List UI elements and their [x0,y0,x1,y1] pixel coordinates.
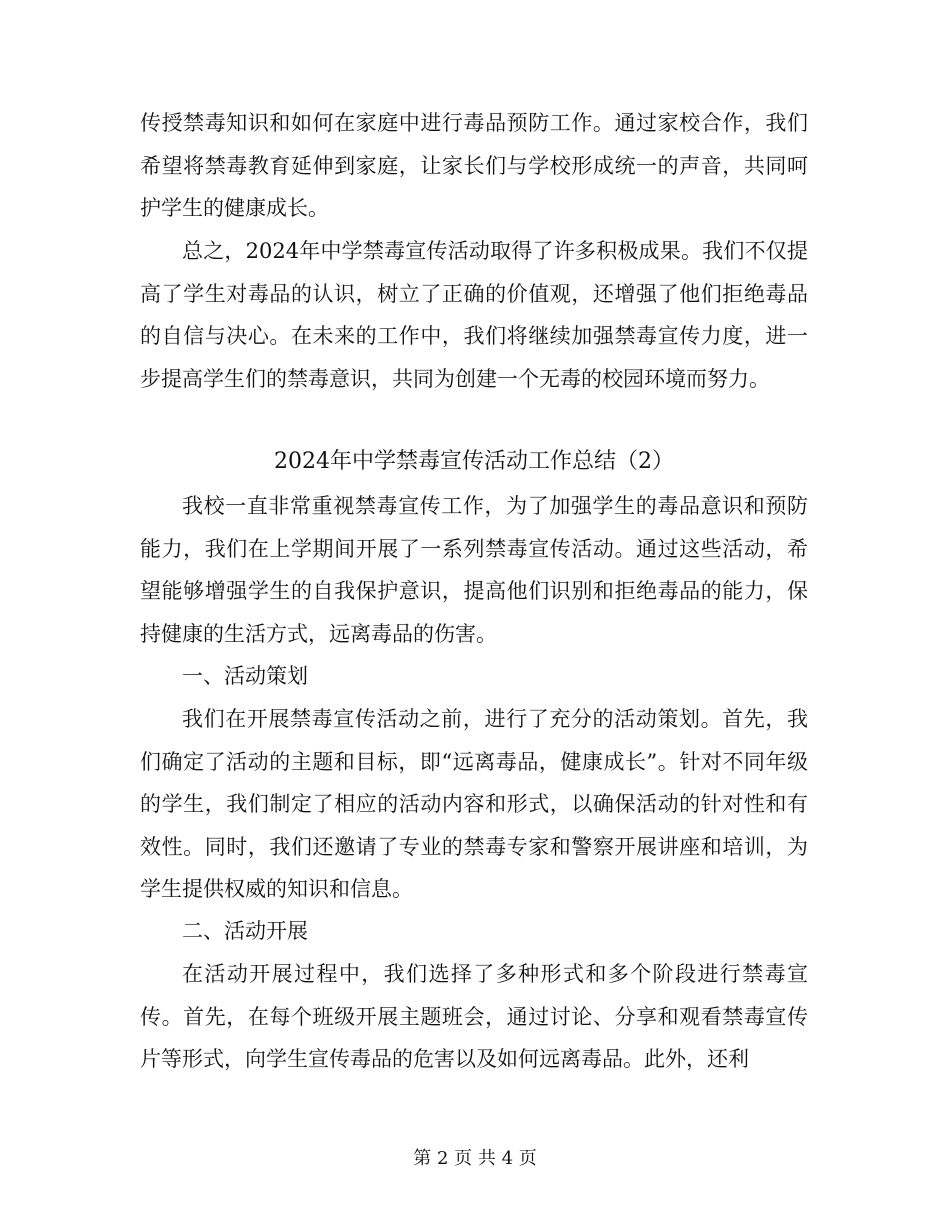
section-title: 2024年中学禁毒宣传活动工作总结（2） [274,449,674,474]
intro-paragraph: 我校一直非常重视禁毒宣传工作，为了加强学生的毒品意识和预防能力，我们在上学期间开展了一系列禁毒宣传活动。通过这些活动，希望能够增强学生的自我保护意识，提高他们识别和拒绝毒品的能力，保持健康的生活方式，远离毒品的伤害。 [140,494,808,646]
summary-paragraph: 总之，2024年中学禁毒宣传活动取得了许多积极成果。我们不仅提高了学生对毒品的认识，树立了正确的价值观，还增强了他们拒绝毒品的自信与决心。在未来的工作中，我们将继续加强禁毒宣传力度，进一步提高学生们的禁毒意识，共同为创建一个无毒的校园环境而努力。 [140,239,808,391]
activity-paragraph: 在活动开展过程中，我们选择了多种形式和多个阶段进行禁毒宣传。首先，在每个班级开展主题班会，通过讨论、分享和观看禁毒宣传片等形式，向学生宣传毒品的危害以及如何远离毒品。此外，还利 [140,962,808,1071]
heading-activity-execution: 二、活动开展 [182,919,308,943]
heading-activity-planning: 一、活动策划 [182,664,308,688]
planning-paragraph: 我们在开展禁毒宣传活动之前，进行了充分的活动策划。首先，我们确定了活动的主题和目标，即“远离毒品，健康成长”。针对不同年级的学生，我们制定了相应的活动内容和形式，以确保活动的针对性和有效性。同时，我们还邀请了专业的禁毒专家和警察开展讲座和培训，为学生提供权威的知识和信息。 [140,707,808,901]
page-number-footer: 第 2 页 共 4 页 [413,1148,537,1169]
continuation-paragraph: 传授禁毒知识和如何在家庭中进行毒品预防工作。通过家校合作，我们希望将禁毒教育延伸到家庭，让家长们与学校形成统一的声音，共同呵护学生的健康成长。 [140,111,808,220]
